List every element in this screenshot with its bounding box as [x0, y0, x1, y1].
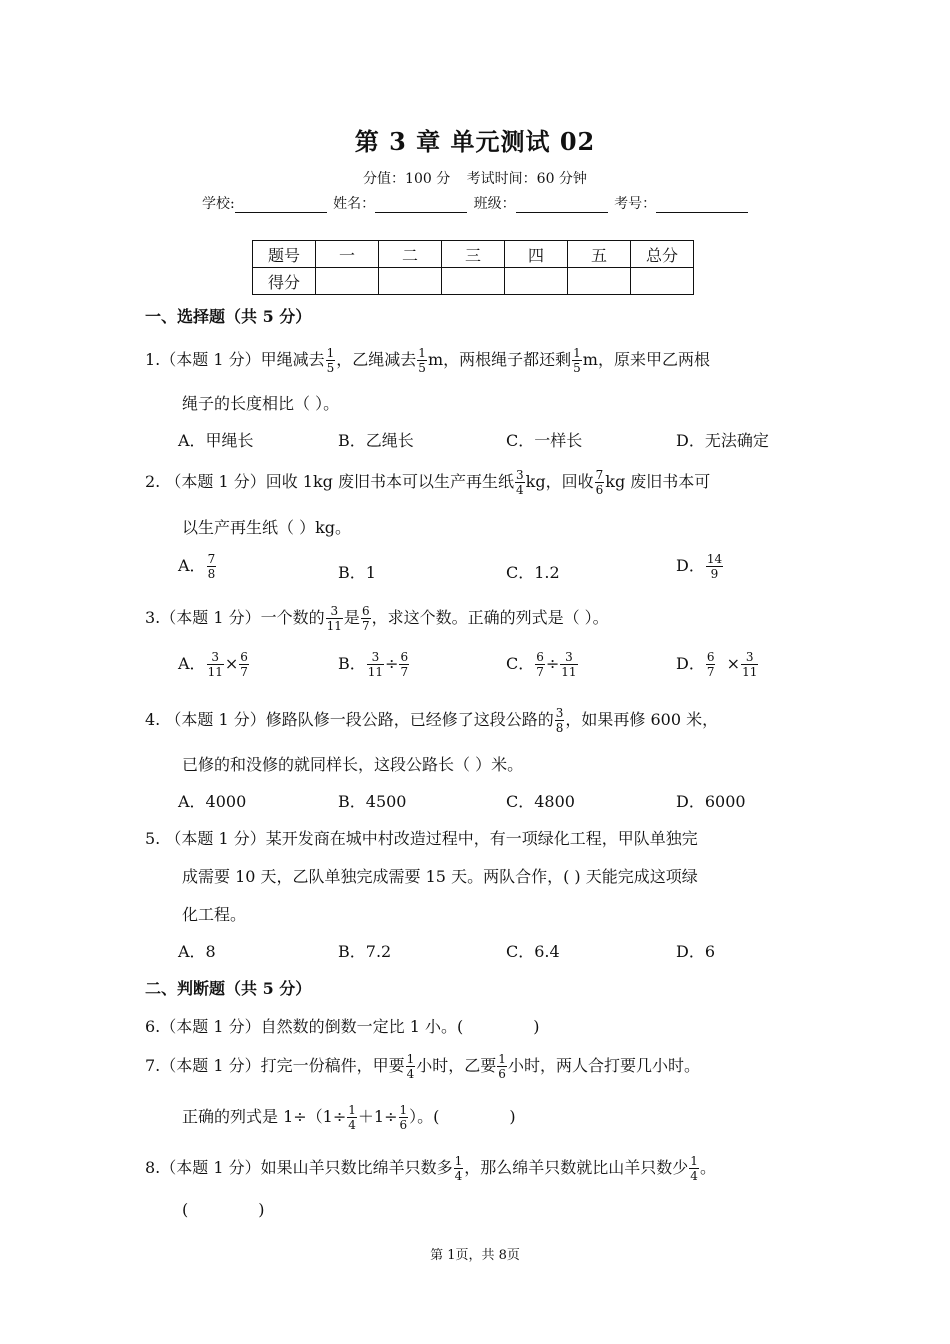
option-a[interactable]: A．8 — [178, 942, 216, 961]
option-c[interactable]: C．1.2 — [506, 563, 560, 582]
option-label: A． — [178, 556, 206, 575]
denominator: 4 — [516, 483, 524, 497]
score-cell[interactable] — [505, 268, 568, 295]
denominator: 4 — [690, 1169, 698, 1183]
option-c[interactable]: C．一样长 — [506, 431, 583, 450]
option-a[interactable] — [178, 650, 250, 679]
question-tag: （本题 1 分） — [160, 608, 261, 627]
score-table — [252, 240, 694, 295]
question-6 — [145, 1014, 539, 1037]
denominator: 5 — [326, 361, 335, 375]
question-1-options — [178, 428, 878, 458]
id-label: 考号： — [614, 196, 657, 212]
question-number: 5. — [145, 829, 161, 848]
numerator: 14 — [706, 552, 723, 566]
fraction — [454, 1154, 464, 1183]
denominator: 4 — [454, 1169, 463, 1183]
question-text: m，两根绳子都还剩 — [427, 350, 572, 369]
table-cell: 题号 — [253, 241, 316, 268]
question-number: 6. — [145, 1017, 161, 1036]
question-tag: （本题 1 分） — [160, 1056, 261, 1075]
denominator: 11 — [326, 619, 342, 633]
student-info-fields — [202, 193, 750, 213]
denominator: 11 — [207, 665, 223, 679]
question-4-options — [178, 789, 878, 819]
table-cell: 一 — [316, 241, 379, 268]
denominator: 8 — [207, 567, 216, 581]
fraction — [326, 604, 343, 633]
score-table-score-row — [253, 268, 694, 295]
denominator: 9 — [710, 567, 719, 581]
option-c[interactable] — [506, 650, 579, 679]
page-footer: 第 1页，共 8页 — [430, 1248, 520, 1263]
question-text: ，求这个数。正确的列式是（ ）。 — [371, 608, 609, 627]
fraction — [326, 346, 336, 375]
fraction — [706, 552, 723, 581]
section-heading-choice: 一、选择题（共 5 分） — [145, 307, 312, 326]
numerator: 1 — [573, 346, 581, 360]
question-text: ）。( — [409, 1107, 440, 1126]
question-text: ) — [533, 1017, 540, 1036]
question-1-line-2: 绳子的长度相比（ ）。 — [182, 394, 340, 413]
denominator: 6 — [399, 1118, 408, 1132]
question-text: ) — [509, 1107, 516, 1126]
fraction — [497, 1052, 507, 1081]
fraction — [572, 346, 582, 375]
denominator: 11 — [742, 665, 758, 679]
fraction — [239, 650, 249, 679]
numerator: 1 — [690, 1154, 698, 1168]
numerator: 1 — [406, 1052, 415, 1066]
fraction — [515, 468, 525, 497]
numerator: 6 — [240, 650, 248, 664]
table-cell: 五 — [568, 241, 631, 268]
option-label: D． — [676, 654, 705, 673]
fraction — [555, 706, 565, 735]
question-7-line-2 — [182, 1103, 516, 1132]
question-text: 回收 1kg 废旧书本可以生产再生纸 — [265, 472, 515, 491]
numerator: 1 — [326, 346, 335, 360]
option-d[interactable]: D．无法确定 — [676, 431, 769, 450]
score-cell[interactable] — [379, 268, 442, 295]
table-cell: 得分 — [253, 268, 316, 295]
question-text: kg 废旧书本可 — [605, 472, 711, 491]
table-cell: 四 — [505, 241, 568, 268]
fraction — [399, 1103, 409, 1132]
class-blank[interactable] — [516, 198, 608, 213]
option-b[interactable]: B．7.2 — [338, 942, 392, 961]
numerator: 1 — [399, 1103, 408, 1117]
score-cell[interactable] — [442, 268, 505, 295]
fraction — [361, 604, 371, 633]
option-label: D． — [676, 556, 705, 575]
fraction — [706, 650, 716, 679]
option-a[interactable]: A．甲绳长 — [178, 431, 254, 450]
question-2-options — [178, 552, 878, 582]
score-table-header-row — [253, 241, 694, 268]
numerator: 3 — [555, 706, 564, 720]
denominator: 7 — [361, 619, 370, 633]
fraction — [417, 346, 427, 375]
operator: ÷ — [545, 654, 560, 673]
option-c[interactable]: C．4800 — [506, 792, 575, 811]
option-d[interactable]: D．6 — [676, 942, 716, 961]
question-text: 修路队修一段公路，已经修了这段公路的 — [265, 710, 554, 729]
denominator: 5 — [418, 361, 426, 375]
question-text: 。 — [699, 1158, 716, 1177]
denominator: 4 — [406, 1067, 415, 1081]
question-tag: （本题 1 分） — [160, 350, 261, 369]
operator: ÷ — [385, 654, 399, 673]
score-info: 分值：100 分 — [363, 171, 451, 187]
numerator: 6 — [400, 650, 409, 664]
question-number: 7. — [145, 1056, 161, 1075]
question-number: 4. — [145, 710, 161, 729]
numerator: 6 — [706, 650, 715, 664]
question-text: 打完一份稿件，甲要 — [260, 1056, 405, 1075]
numerator: 3 — [560, 650, 577, 665]
operator: × — [726, 654, 741, 673]
option-b[interactable] — [338, 650, 410, 679]
question-text: ，那么绵羊只数就比山羊只数少 — [464, 1158, 689, 1177]
name-label: 姓名： — [333, 196, 376, 212]
question-tag: （本题 1 分） — [160, 1017, 261, 1036]
option-d[interactable] — [676, 552, 724, 581]
question-tag: （本题 1 分） — [160, 1158, 261, 1177]
question-3 — [145, 604, 609, 633]
question-tag: （本题 1 分） — [165, 710, 266, 729]
page-title: 第 3 章 单元测试 02 — [354, 127, 596, 156]
denominator: 6 — [595, 483, 604, 497]
fraction — [595, 468, 605, 497]
numerator: 1 — [454, 1154, 463, 1168]
numerator: 6 — [361, 604, 370, 618]
question-5-line-3: 化工程。 — [182, 905, 247, 924]
question-text: ，如果再修 600 米， — [565, 710, 719, 729]
denominator: 6 — [498, 1067, 506, 1081]
school-blank[interactable] — [235, 198, 327, 213]
table-cell: 二 — [379, 241, 442, 268]
question-text: ，乙绳减去 — [336, 350, 417, 369]
fraction — [207, 650, 224, 679]
option-c[interactable]: C．6.4 — [506, 942, 560, 961]
option-b[interactable]: B．乙绳长 — [338, 431, 414, 450]
question-2 — [145, 468, 710, 497]
denominator: 4 — [348, 1118, 356, 1132]
option-label: A． — [178, 654, 206, 673]
denominator: 7 — [240, 665, 248, 679]
question-text: ＋1÷ — [357, 1107, 398, 1126]
score-cell[interactable] — [316, 268, 379, 295]
question-number: 1. — [145, 350, 161, 369]
question-text: 一个数的 — [260, 608, 325, 627]
exam-meta — [0, 168, 950, 188]
question-3-options — [178, 650, 878, 680]
question-4-line-2: 已修的和没修的就同样长，这段公路长（ ）米。 — [182, 755, 524, 774]
option-d[interactable]: D．6000 — [676, 792, 746, 811]
denominator: 7 — [536, 665, 544, 679]
question-tag: （本题 1 分） — [165, 472, 266, 491]
denominator: 7 — [400, 665, 409, 679]
fraction — [406, 1052, 416, 1081]
time-info: 考试时间：60 分钟 — [466, 171, 587, 187]
numerator: 6 — [536, 650, 544, 664]
question-number: 8. — [145, 1158, 161, 1177]
numerator: 7 — [595, 468, 604, 482]
question-1 — [145, 346, 710, 375]
question-text: 甲绳减去 — [260, 350, 325, 369]
question-text: 是 — [343, 608, 360, 627]
table-cell: 总分 — [631, 241, 694, 268]
numerator: 1 — [348, 1103, 356, 1117]
numerator: 1 — [418, 346, 426, 360]
question-text: 正确的列式是 1÷（1÷ — [182, 1107, 347, 1126]
question-8-line-2 — [182, 1200, 265, 1219]
numerator: 3 — [326, 604, 343, 619]
question-text: 如果山羊只数比绵羊只数多 — [260, 1158, 453, 1177]
numerator: 1 — [498, 1052, 506, 1066]
numerator: 3 — [741, 650, 758, 665]
question-2-line-2: 以生产再生纸（ ）kg。 — [182, 518, 352, 537]
question-5-options — [178, 939, 878, 969]
denominator: 11 — [561, 665, 577, 679]
numerator: 7 — [207, 552, 216, 566]
question-text: 小时，乙要 — [416, 1056, 497, 1075]
question-number: 2. — [145, 472, 161, 491]
fraction — [741, 650, 758, 679]
numerator: 3 — [516, 468, 524, 482]
operator: × — [224, 654, 239, 673]
question-text: ) — [258, 1200, 265, 1219]
question-text: ( — [182, 1200, 189, 1219]
numerator: 3 — [207, 650, 224, 665]
school-label: 学校: — [202, 196, 235, 212]
question-text: m，原来甲乙两根 — [582, 350, 710, 369]
fraction — [560, 650, 577, 679]
id-blank[interactable] — [656, 198, 748, 213]
option-label: B． — [338, 654, 366, 673]
question-8 — [145, 1154, 716, 1183]
name-blank[interactable] — [375, 198, 467, 213]
class-label: 班级： — [473, 196, 516, 212]
fraction — [367, 650, 384, 679]
denominator: 5 — [573, 361, 581, 375]
fraction — [399, 650, 409, 679]
option-a[interactable]: A．4000 — [178, 792, 247, 811]
question-tag: （本题 1 分） — [165, 829, 266, 848]
question-4 — [145, 706, 718, 735]
fraction — [207, 552, 217, 581]
option-d[interactable] — [676, 650, 759, 679]
fraction — [535, 650, 545, 679]
denominator: 8 — [555, 721, 564, 735]
table-cell: 三 — [442, 241, 505, 268]
option-label: C． — [506, 654, 535, 673]
numerator: 3 — [367, 650, 384, 665]
fraction — [347, 1103, 357, 1132]
denominator: 7 — [706, 665, 715, 679]
question-text: 某开发商在城中村改造过程中，有一项绿化工程，甲队单独完 — [265, 829, 698, 848]
section-heading-judgment: 二、判断题（共 5 分） — [145, 979, 312, 998]
question-text: 小时，两人合打要几小时。 — [507, 1056, 700, 1075]
score-cell[interactable] — [631, 268, 694, 295]
question-number: 3. — [145, 608, 161, 627]
fraction — [689, 1154, 699, 1183]
question-text: kg，回收 — [525, 472, 594, 491]
option-b[interactable]: B．4500 — [338, 792, 407, 811]
denominator: 11 — [367, 665, 384, 679]
question-7 — [145, 1052, 700, 1081]
option-a[interactable] — [178, 552, 217, 581]
question-5-line-2: 成需要 10 天，乙队单独完成需要 15 天。两队合作，( ) 天能完成这项绿 — [182, 867, 698, 886]
question-text: 自然数的倒数一定比 1 小。( — [260, 1017, 464, 1036]
score-cell[interactable] — [568, 268, 631, 295]
option-b[interactable]: B．1 — [338, 563, 376, 582]
question-5 — [145, 826, 698, 849]
